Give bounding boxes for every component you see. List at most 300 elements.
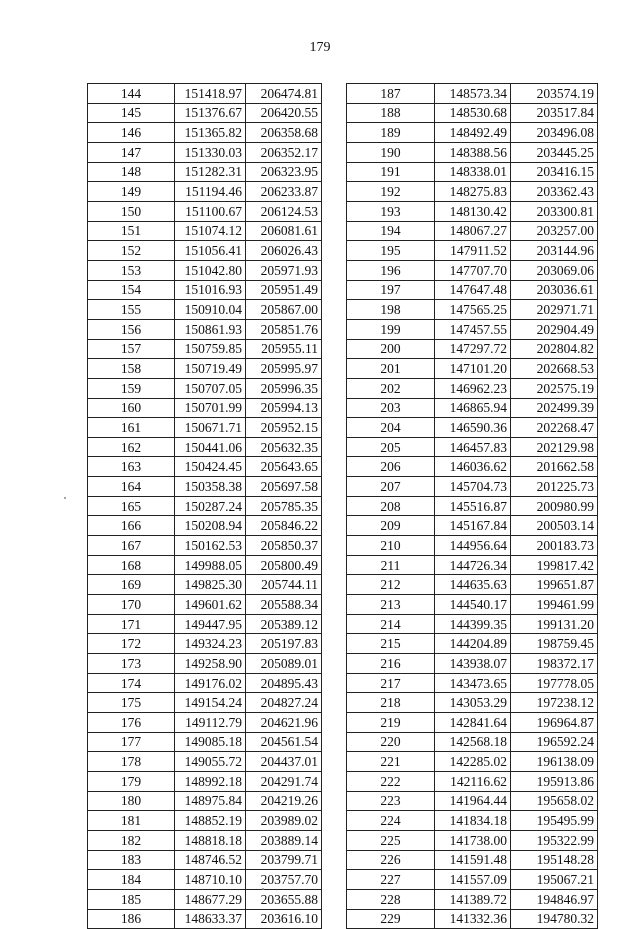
x-coordinate-cell: 151056.41 xyxy=(175,241,246,261)
x-coordinate-cell: 148677.29 xyxy=(175,889,246,909)
y-coordinate-cell: 203144.96 xyxy=(511,241,598,261)
x-coordinate-cell: 142841.64 xyxy=(435,713,511,733)
y-coordinate-cell: 196964.87 xyxy=(511,713,598,733)
table-row xyxy=(88,516,322,536)
table-row xyxy=(88,752,322,772)
table-row xyxy=(88,162,322,182)
x-coordinate-cell: 149601.62 xyxy=(175,595,246,615)
point-number-cell: 216 xyxy=(347,654,435,674)
y-coordinate-cell: 203362.43 xyxy=(511,182,598,202)
y-coordinate-cell: 204827.24 xyxy=(246,693,322,713)
y-coordinate-cell: 203517.84 xyxy=(511,103,598,123)
y-coordinate-cell: 203496.08 xyxy=(511,123,598,143)
point-number-cell: 159 xyxy=(88,378,175,398)
x-coordinate-cell: 151330.03 xyxy=(175,142,246,162)
table-row xyxy=(88,300,322,320)
table-row xyxy=(347,123,598,143)
x-coordinate-cell: 148492.49 xyxy=(435,123,511,143)
x-coordinate-cell: 151074.12 xyxy=(175,221,246,241)
y-coordinate-cell: 204219.26 xyxy=(246,791,322,811)
x-coordinate-cell: 144726.34 xyxy=(435,555,511,575)
x-coordinate-cell: 150208.94 xyxy=(175,516,246,536)
point-number-cell: 155 xyxy=(88,300,175,320)
x-coordinate-cell: 148573.34 xyxy=(435,84,511,104)
x-coordinate-cell: 150671.71 xyxy=(175,418,246,438)
point-number-cell: 165 xyxy=(88,496,175,516)
y-coordinate-cell: 206124.53 xyxy=(246,201,322,221)
table-row xyxy=(88,84,322,104)
table-row xyxy=(347,713,598,733)
table-row xyxy=(347,496,598,516)
point-number-cell: 194 xyxy=(347,221,435,241)
x-coordinate-cell: 149176.02 xyxy=(175,673,246,693)
table-row xyxy=(347,732,598,752)
point-number-cell: 147 xyxy=(88,142,175,162)
table-row xyxy=(347,830,598,850)
x-coordinate-cell: 148975.84 xyxy=(175,791,246,811)
point-number-cell: 149 xyxy=(88,182,175,202)
table-row xyxy=(88,260,322,280)
y-coordinate-cell: 206358.68 xyxy=(246,123,322,143)
point-number-cell: 161 xyxy=(88,418,175,438)
y-coordinate-cell: 204621.96 xyxy=(246,713,322,733)
table-row xyxy=(88,123,322,143)
table-row xyxy=(347,477,598,497)
y-coordinate-cell: 198372.17 xyxy=(511,654,598,674)
coordinates-table-left xyxy=(87,83,322,929)
y-coordinate-cell: 196592.24 xyxy=(511,732,598,752)
table-row xyxy=(347,398,598,418)
x-coordinate-cell: 143473.65 xyxy=(435,673,511,693)
point-number-cell: 219 xyxy=(347,713,435,733)
table-row xyxy=(347,850,598,870)
y-coordinate-cell: 203036.61 xyxy=(511,280,598,300)
table-row xyxy=(88,693,322,713)
point-number-cell: 209 xyxy=(347,516,435,536)
x-coordinate-cell: 143938.07 xyxy=(435,654,511,674)
y-coordinate-cell: 206420.55 xyxy=(246,103,322,123)
point-number-cell: 157 xyxy=(88,339,175,359)
y-coordinate-cell: 195067.21 xyxy=(511,870,598,890)
y-coordinate-cell: 201225.73 xyxy=(511,477,598,497)
point-number-cell: 160 xyxy=(88,398,175,418)
x-coordinate-cell: 147911.52 xyxy=(435,241,511,261)
y-coordinate-cell: 205994.13 xyxy=(246,398,322,418)
point-number-cell: 175 xyxy=(88,693,175,713)
table-row xyxy=(347,614,598,634)
x-coordinate-cell: 141964.44 xyxy=(435,791,511,811)
table-row xyxy=(88,634,322,654)
point-number-cell: 193 xyxy=(347,201,435,221)
x-coordinate-cell: 141591.48 xyxy=(435,850,511,870)
x-coordinate-cell: 150719.49 xyxy=(175,359,246,379)
point-number-cell: 218 xyxy=(347,693,435,713)
y-coordinate-cell: 204437.01 xyxy=(246,752,322,772)
table-row xyxy=(88,280,322,300)
x-coordinate-cell: 145704.73 xyxy=(435,477,511,497)
x-coordinate-cell: 149825.30 xyxy=(175,575,246,595)
y-coordinate-cell: 205089.01 xyxy=(246,654,322,674)
x-coordinate-cell: 146457.83 xyxy=(435,437,511,457)
point-number-cell: 201 xyxy=(347,359,435,379)
x-coordinate-cell: 150287.24 xyxy=(175,496,246,516)
y-coordinate-cell: 199817.42 xyxy=(511,555,598,575)
x-coordinate-cell: 150441.06 xyxy=(175,437,246,457)
y-coordinate-cell: 202575.19 xyxy=(511,378,598,398)
table-row xyxy=(88,221,322,241)
point-number-cell: 220 xyxy=(347,732,435,752)
x-coordinate-cell: 141557.09 xyxy=(435,870,511,890)
table-row xyxy=(347,182,598,202)
y-coordinate-cell: 201662.58 xyxy=(511,457,598,477)
x-coordinate-cell: 151418.97 xyxy=(175,84,246,104)
point-number-cell: 181 xyxy=(88,811,175,831)
table-row xyxy=(88,614,322,634)
point-number-cell: 186 xyxy=(88,909,175,929)
x-coordinate-cell: 146962.23 xyxy=(435,378,511,398)
point-number-cell: 183 xyxy=(88,850,175,870)
point-number-cell: 227 xyxy=(347,870,435,890)
table-row xyxy=(347,791,598,811)
x-coordinate-cell: 144540.17 xyxy=(435,595,511,615)
point-number-cell: 177 xyxy=(88,732,175,752)
x-coordinate-cell: 149055.72 xyxy=(175,752,246,772)
x-coordinate-cell: 150358.38 xyxy=(175,477,246,497)
x-coordinate-cell: 149085.18 xyxy=(175,732,246,752)
point-number-cell: 156 xyxy=(88,319,175,339)
x-coordinate-cell: 146865.94 xyxy=(435,398,511,418)
table-row xyxy=(88,378,322,398)
x-coordinate-cell: 144399.35 xyxy=(435,614,511,634)
point-number-cell: 208 xyxy=(347,496,435,516)
table-row xyxy=(347,634,598,654)
table-row xyxy=(88,201,322,221)
point-number-cell: 151 xyxy=(88,221,175,241)
table-row xyxy=(347,555,598,575)
table-body xyxy=(347,84,598,929)
point-number-cell: 185 xyxy=(88,889,175,909)
point-number-cell: 199 xyxy=(347,319,435,339)
x-coordinate-cell: 151194.46 xyxy=(175,182,246,202)
table-row xyxy=(347,142,598,162)
table-row xyxy=(88,457,322,477)
y-coordinate-cell: 202904.49 xyxy=(511,319,598,339)
y-coordinate-cell: 200980.99 xyxy=(511,496,598,516)
x-coordinate-cell: 150910.04 xyxy=(175,300,246,320)
scan-speck xyxy=(262,888,264,890)
x-coordinate-cell: 147297.72 xyxy=(435,339,511,359)
table-row xyxy=(88,870,322,890)
point-number-cell: 228 xyxy=(347,889,435,909)
y-coordinate-cell: 202129.98 xyxy=(511,437,598,457)
point-number-cell: 206 xyxy=(347,457,435,477)
y-coordinate-cell: 203574.19 xyxy=(511,84,598,104)
point-number-cell: 225 xyxy=(347,830,435,850)
y-coordinate-cell: 197238.12 xyxy=(511,693,598,713)
y-coordinate-cell: 206026.43 xyxy=(246,241,322,261)
table-row xyxy=(347,300,598,320)
y-coordinate-cell: 205955.11 xyxy=(246,339,322,359)
table-row xyxy=(88,850,322,870)
x-coordinate-cell: 141834.18 xyxy=(435,811,511,831)
table-row xyxy=(347,811,598,831)
table-row xyxy=(347,418,598,438)
y-coordinate-cell: 205744.11 xyxy=(246,575,322,595)
x-coordinate-cell: 147101.20 xyxy=(435,359,511,379)
y-coordinate-cell: 200503.14 xyxy=(511,516,598,536)
x-coordinate-cell: 148130.42 xyxy=(435,201,511,221)
table-row xyxy=(347,595,598,615)
y-coordinate-cell: 197778.05 xyxy=(511,673,598,693)
scan-speck xyxy=(64,497,66,499)
x-coordinate-cell: 150861.93 xyxy=(175,319,246,339)
x-coordinate-cell: 150701.99 xyxy=(175,398,246,418)
table-row xyxy=(88,418,322,438)
y-coordinate-cell: 203799.71 xyxy=(246,850,322,870)
table-row xyxy=(88,359,322,379)
y-coordinate-cell: 205951.49 xyxy=(246,280,322,300)
point-number-cell: 169 xyxy=(88,575,175,595)
point-number-cell: 163 xyxy=(88,457,175,477)
y-coordinate-cell: 205851.76 xyxy=(246,319,322,339)
point-number-cell: 214 xyxy=(347,614,435,634)
point-number-cell: 180 xyxy=(88,791,175,811)
y-coordinate-cell: 205867.00 xyxy=(246,300,322,320)
x-coordinate-cell: 148067.27 xyxy=(435,221,511,241)
x-coordinate-cell: 145516.87 xyxy=(435,496,511,516)
x-coordinate-cell: 143053.29 xyxy=(435,693,511,713)
point-number-cell: 215 xyxy=(347,634,435,654)
x-coordinate-cell: 151042.80 xyxy=(175,260,246,280)
x-coordinate-cell: 144956.64 xyxy=(435,536,511,556)
x-coordinate-cell: 148388.56 xyxy=(435,142,511,162)
table-row xyxy=(347,771,598,791)
y-coordinate-cell: 203300.81 xyxy=(511,201,598,221)
point-number-cell: 189 xyxy=(347,123,435,143)
x-coordinate-cell: 148818.18 xyxy=(175,830,246,850)
x-coordinate-cell: 146036.62 xyxy=(435,457,511,477)
table-row xyxy=(347,673,598,693)
y-coordinate-cell: 199131.20 xyxy=(511,614,598,634)
point-number-cell: 174 xyxy=(88,673,175,693)
point-number-cell: 207 xyxy=(347,477,435,497)
y-coordinate-cell: 205588.34 xyxy=(246,595,322,615)
point-number-cell: 195 xyxy=(347,241,435,261)
table-row xyxy=(88,103,322,123)
point-number-cell: 222 xyxy=(347,771,435,791)
point-number-cell: 205 xyxy=(347,437,435,457)
point-number-cell: 179 xyxy=(88,771,175,791)
table-row xyxy=(88,732,322,752)
x-coordinate-cell: 147707.70 xyxy=(435,260,511,280)
x-coordinate-cell: 151100.67 xyxy=(175,201,246,221)
table-row xyxy=(347,909,598,929)
y-coordinate-cell: 203257.00 xyxy=(511,221,598,241)
x-coordinate-cell: 148710.10 xyxy=(175,870,246,890)
table-row xyxy=(88,142,322,162)
table-row xyxy=(88,575,322,595)
y-coordinate-cell: 206352.17 xyxy=(246,142,322,162)
point-number-cell: 150 xyxy=(88,201,175,221)
y-coordinate-cell: 206233.87 xyxy=(246,182,322,202)
table-row xyxy=(347,359,598,379)
y-coordinate-cell: 203989.02 xyxy=(246,811,322,831)
x-coordinate-cell: 151365.82 xyxy=(175,123,246,143)
y-coordinate-cell: 202268.47 xyxy=(511,418,598,438)
x-coordinate-cell: 149324.23 xyxy=(175,634,246,654)
x-coordinate-cell: 142116.62 xyxy=(435,771,511,791)
point-number-cell: 210 xyxy=(347,536,435,556)
table-row xyxy=(88,771,322,791)
y-coordinate-cell: 195148.28 xyxy=(511,850,598,870)
point-number-cell: 170 xyxy=(88,595,175,615)
x-coordinate-cell: 151282.31 xyxy=(175,162,246,182)
x-coordinate-cell: 150707.05 xyxy=(175,378,246,398)
point-number-cell: 148 xyxy=(88,162,175,182)
x-coordinate-cell: 144635.63 xyxy=(435,575,511,595)
y-coordinate-cell: 206474.81 xyxy=(246,84,322,104)
table-row xyxy=(88,437,322,457)
y-coordinate-cell: 205197.83 xyxy=(246,634,322,654)
point-number-cell: 152 xyxy=(88,241,175,261)
x-coordinate-cell: 144204.89 xyxy=(435,634,511,654)
x-coordinate-cell: 148633.37 xyxy=(175,909,246,929)
y-coordinate-cell: 205952.15 xyxy=(246,418,322,438)
y-coordinate-cell: 194846.97 xyxy=(511,889,598,909)
x-coordinate-cell: 148852.19 xyxy=(175,811,246,831)
point-number-cell: 187 xyxy=(347,84,435,104)
point-number-cell: 191 xyxy=(347,162,435,182)
y-coordinate-cell: 199651.87 xyxy=(511,575,598,595)
table-row xyxy=(347,693,598,713)
coordinates-table-right xyxy=(346,83,598,929)
x-coordinate-cell: 149154.24 xyxy=(175,693,246,713)
y-coordinate-cell: 205632.35 xyxy=(246,437,322,457)
table-row xyxy=(347,339,598,359)
point-number-cell: 188 xyxy=(347,103,435,123)
point-number-cell: 167 xyxy=(88,536,175,556)
y-coordinate-cell: 195495.99 xyxy=(511,811,598,831)
point-number-cell: 173 xyxy=(88,654,175,674)
table-row xyxy=(88,241,322,261)
x-coordinate-cell: 141332.36 xyxy=(435,909,511,929)
y-coordinate-cell: 205996.35 xyxy=(246,378,322,398)
x-coordinate-cell: 146590.36 xyxy=(435,418,511,438)
x-coordinate-cell: 145167.84 xyxy=(435,516,511,536)
x-coordinate-cell: 148992.18 xyxy=(175,771,246,791)
table-row xyxy=(347,575,598,595)
table-row xyxy=(347,201,598,221)
y-coordinate-cell: 206081.61 xyxy=(246,221,322,241)
point-number-cell: 223 xyxy=(347,791,435,811)
point-number-cell: 176 xyxy=(88,713,175,733)
x-coordinate-cell: 149988.05 xyxy=(175,555,246,575)
point-number-cell: 213 xyxy=(347,595,435,615)
x-coordinate-cell: 148746.52 xyxy=(175,850,246,870)
x-coordinate-cell: 148338.01 xyxy=(435,162,511,182)
point-number-cell: 226 xyxy=(347,850,435,870)
y-coordinate-cell: 195913.86 xyxy=(511,771,598,791)
point-number-cell: 168 xyxy=(88,555,175,575)
x-coordinate-cell: 150162.53 xyxy=(175,536,246,556)
x-coordinate-cell: 147647.48 xyxy=(435,280,511,300)
point-number-cell: 146 xyxy=(88,123,175,143)
x-coordinate-cell: 148275.83 xyxy=(435,182,511,202)
x-coordinate-cell: 149112.79 xyxy=(175,713,246,733)
point-number-cell: 178 xyxy=(88,752,175,772)
y-coordinate-cell: 204561.54 xyxy=(246,732,322,752)
y-coordinate-cell: 200183.73 xyxy=(511,536,598,556)
y-coordinate-cell: 203416.15 xyxy=(511,162,598,182)
table-row xyxy=(88,673,322,693)
x-coordinate-cell: 150424.45 xyxy=(175,457,246,477)
y-coordinate-cell: 195322.99 xyxy=(511,830,598,850)
table-row xyxy=(88,398,322,418)
point-number-cell: 200 xyxy=(347,339,435,359)
y-coordinate-cell: 202804.82 xyxy=(511,339,598,359)
table-row xyxy=(347,378,598,398)
table-row xyxy=(88,477,322,497)
y-coordinate-cell: 196138.09 xyxy=(511,752,598,772)
point-number-cell: 224 xyxy=(347,811,435,831)
x-coordinate-cell: 141738.00 xyxy=(435,830,511,850)
table-row xyxy=(88,182,322,202)
x-coordinate-cell: 149258.90 xyxy=(175,654,246,674)
x-coordinate-cell: 151016.93 xyxy=(175,280,246,300)
y-coordinate-cell: 203757.70 xyxy=(246,870,322,890)
point-number-cell: 184 xyxy=(88,870,175,890)
point-number-cell: 190 xyxy=(347,142,435,162)
table-row xyxy=(347,516,598,536)
table-row xyxy=(88,889,322,909)
y-coordinate-cell: 203069.06 xyxy=(511,260,598,280)
point-number-cell: 158 xyxy=(88,359,175,379)
table-row xyxy=(88,713,322,733)
table-row xyxy=(88,339,322,359)
y-coordinate-cell: 205389.12 xyxy=(246,614,322,634)
table-row xyxy=(88,595,322,615)
table-row xyxy=(347,889,598,909)
table-body xyxy=(88,84,322,929)
x-coordinate-cell: 142568.18 xyxy=(435,732,511,752)
y-coordinate-cell: 202668.53 xyxy=(511,359,598,379)
point-number-cell: 153 xyxy=(88,260,175,280)
point-number-cell: 202 xyxy=(347,378,435,398)
y-coordinate-cell: 204895.43 xyxy=(246,673,322,693)
table-row xyxy=(347,536,598,556)
point-number-cell: 229 xyxy=(347,909,435,929)
point-number-cell: 164 xyxy=(88,477,175,497)
table-row xyxy=(88,830,322,850)
x-coordinate-cell: 141389.72 xyxy=(435,889,511,909)
y-coordinate-cell: 205785.35 xyxy=(246,496,322,516)
table-row xyxy=(88,654,322,674)
table-row xyxy=(88,791,322,811)
table-row xyxy=(347,870,598,890)
table-row xyxy=(88,496,322,516)
point-number-cell: 171 xyxy=(88,614,175,634)
y-coordinate-cell: 205697.58 xyxy=(246,477,322,497)
table-row xyxy=(88,555,322,575)
y-coordinate-cell: 194780.32 xyxy=(511,909,598,929)
point-number-cell: 145 xyxy=(88,103,175,123)
x-coordinate-cell: 147457.55 xyxy=(435,319,511,339)
table-row xyxy=(347,654,598,674)
point-number-cell: 192 xyxy=(347,182,435,202)
y-coordinate-cell: 205971.93 xyxy=(246,260,322,280)
point-number-cell: 197 xyxy=(347,280,435,300)
y-coordinate-cell: 205995.97 xyxy=(246,359,322,379)
